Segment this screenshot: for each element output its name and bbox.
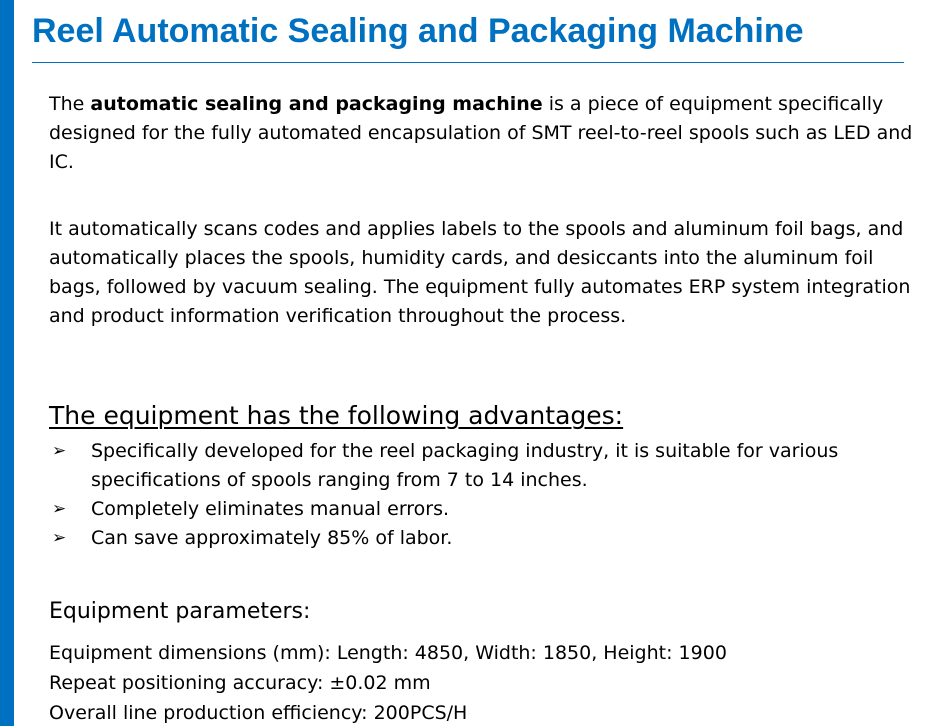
advantages-list bbox=[49, 437, 919, 553]
parameters-heading: Equipment parameters: bbox=[49, 599, 311, 624]
advantages-heading: The equipment has the following advantages: bbox=[49, 401, 624, 430]
list-item bbox=[49, 495, 919, 524]
title-divider bbox=[32, 62, 904, 63]
arrow-bullet-icon: ➢ bbox=[52, 499, 67, 519]
param-efficiency: Overall line production efficiency: 200PCS/H bbox=[49, 702, 468, 724]
intro-paragraph bbox=[49, 90, 919, 177]
parameters-list bbox=[49, 638, 929, 728]
detail-paragraph: It automatically scans codes and applies labels to the spools and aluminum foil bags, and automatically places the spools, humidity cards, and desiccants into the aluminum foil bags, followed by vacuum sealing. The equipment fully automates ERP system integration and product information verification throughout the process. bbox=[49, 218, 911, 327]
advantage-text: Can save approximately 85% of labor. bbox=[91, 527, 453, 549]
left-accent-bar bbox=[0, 0, 14, 726]
list-item bbox=[49, 524, 919, 553]
arrow-bullet-icon: ➢ bbox=[52, 441, 67, 461]
advantage-text: Completely eliminates manual errors. bbox=[91, 498, 450, 520]
page-title: Reel Automatic Sealing and Packaging Machine bbox=[32, 12, 804, 50]
list-item bbox=[49, 437, 919, 495]
arrow-bullet-icon: ➢ bbox=[52, 528, 67, 548]
param-accuracy: Repeat positioning accuracy: ±0.02 mm bbox=[49, 672, 431, 694]
advantage-text: Specifically developed for the reel packaging industry, it is suitable for various specifications of spools ranging from 7 to 14 inches. bbox=[91, 440, 839, 491]
intro-prefix: The bbox=[49, 93, 91, 115]
intro-bold-term: automatic sealing and packaging machine bbox=[90, 93, 543, 115]
intro-suffix: is a piece of equipment specifically designed for the fully automated encapsulation of SMT reel-to-reel spools such as LED and IC. bbox=[49, 93, 913, 173]
param-dimensions: Equipment dimensions (mm): Length: 4850, Width: 1850, Height: 1900 bbox=[49, 642, 727, 664]
